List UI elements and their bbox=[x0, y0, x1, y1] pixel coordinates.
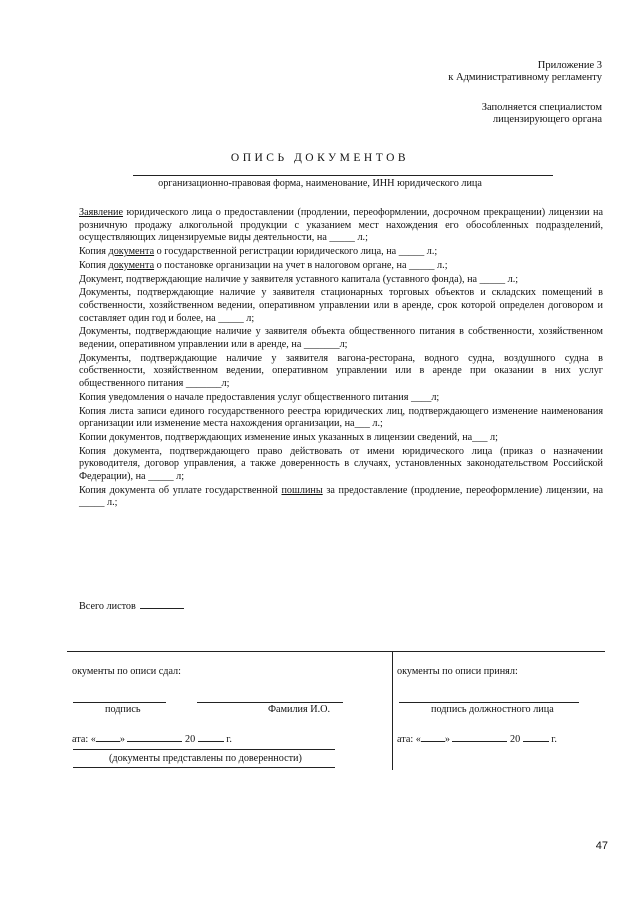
official-signature-caption: подпись должностного лица bbox=[431, 704, 554, 715]
submit-year-field[interactable] bbox=[198, 731, 224, 742]
handover-table bbox=[67, 651, 605, 771]
list-item: Документы, подтверждающие наличие у заявителя объекта общественного питания в собственности, хозяйственном ведении, оперативном управлении или в аренде, на _______л; bbox=[79, 326, 603, 351]
accept-date bbox=[397, 731, 557, 745]
submit-day-field[interactable] bbox=[96, 731, 120, 742]
item-text: юридического лица о предоставлении (продлении, переоформлении, досрочном прекращении) лицензии на розничную продажу алкогольной продукции с указанием мест нахождения его обособленных подразделений, осуществляющих лицензируемые виды деятельности, на _____ л.; bbox=[79, 207, 603, 244]
document-title: ОПИСЬ ДОКУМЕНТОВ bbox=[230, 152, 410, 164]
list-item: Копия уведомления о начале предоставления услуг общественного питания ____л; bbox=[79, 391, 440, 403]
fill-note bbox=[482, 102, 602, 126]
submitter-signature-line[interactable] bbox=[73, 702, 166, 703]
appendix-reference bbox=[448, 60, 602, 84]
org-name-field-line[interactable] bbox=[133, 175, 553, 176]
total-sheets-label: Всего листов bbox=[79, 601, 136, 612]
accept-month-field[interactable] bbox=[452, 731, 507, 742]
accept-day-field[interactable] bbox=[421, 731, 445, 742]
accepted-by-label: окументы по описи принял: bbox=[397, 666, 518, 677]
date-mid: » bbox=[119, 734, 125, 745]
name-caption: Фамилия И.О. bbox=[268, 704, 331, 715]
list-item: Копия документа, подтверждающего право действовать от имени юридического лица (приказ о назначении руководителя, договор управления, а также доверенность в случаях, установленных законодательством Российской Федерации), на _____ л; bbox=[79, 445, 603, 483]
year-suffix: г. bbox=[551, 734, 557, 745]
list-item bbox=[79, 246, 603, 259]
signature-caption: подпись bbox=[105, 704, 141, 715]
proxy-line[interactable] bbox=[73, 749, 335, 750]
fill-note-line-1: Заполняется специалистом bbox=[481, 102, 602, 113]
submitter-name-line[interactable] bbox=[197, 702, 343, 703]
submitted-by-label: окументы по описи сдал: bbox=[72, 666, 181, 677]
total-sheets-field[interactable] bbox=[140, 598, 184, 609]
item-text: о постановке организации на учет в налоговом органе, на _____ л.; bbox=[154, 259, 448, 271]
year-prefix: 20 bbox=[185, 734, 196, 745]
item-prefix: Копия bbox=[79, 246, 109, 258]
proxy-note: (документы представлены по доверенности) bbox=[109, 753, 302, 764]
date-mid: » bbox=[444, 734, 450, 745]
list-item bbox=[79, 207, 603, 245]
appendix-line-1: Приложение 3 bbox=[537, 60, 602, 71]
table-column-divider bbox=[392, 651, 393, 770]
item-prefix: Копия документа об уплате государственной bbox=[79, 484, 282, 496]
year-prefix: 20 bbox=[510, 734, 521, 745]
item-text: о государственной регистрации юридического лица, на _____ л.; bbox=[154, 246, 438, 258]
list-item: Документы, подтверждающие наличие у заявителя вагона-ресторана, водного судна, воздушного судна в собственности, хозяйственном ведении, оперативном управлении или в аренде при оказании в них услуг общественного питания _______л; bbox=[79, 352, 603, 390]
document-list bbox=[79, 207, 603, 511]
date-prefix: ата: « bbox=[397, 734, 421, 745]
item-underlined-word: документа bbox=[108, 259, 155, 271]
list-item bbox=[79, 485, 603, 510]
list-item: Документ, подтверждающие наличие у заявителя уставного капитала (уставного фонда), на _____ л.; bbox=[79, 273, 519, 285]
accept-year-field[interactable] bbox=[523, 731, 549, 742]
proxy-underline bbox=[73, 767, 335, 768]
appendix-line-2: к Административному регламенту bbox=[448, 72, 602, 83]
list-item: Копии документов, подтверждающих изменение иных указанных в лицензии сведений, на___ л; bbox=[79, 431, 498, 443]
item-underlined-word: пошлины bbox=[281, 484, 323, 496]
item-prefix: Копия bbox=[79, 259, 109, 271]
submit-date bbox=[72, 731, 232, 745]
submit-month-field[interactable] bbox=[127, 731, 182, 742]
item-underlined-word: документа bbox=[108, 246, 155, 258]
list-item bbox=[79, 260, 603, 273]
page-number: 47 bbox=[595, 840, 608, 852]
date-prefix: ата: « bbox=[72, 734, 96, 745]
official-signature-line[interactable] bbox=[399, 702, 579, 703]
org-name-caption: организационно-правовая форма, наименование, ИНН юридического лица bbox=[158, 178, 482, 189]
list-item: Документы, подтверждающие наличие у заявителя стационарных торговых объектов и складских помещений в собственности, хозяйственном ведении, оперативном управлении или в аренде, срок которой определен договором и составляет один год и более, на _____ л; bbox=[79, 287, 603, 324]
fill-note-line-2: лицензирующего органа bbox=[492, 114, 602, 125]
year-suffix: г. bbox=[226, 734, 232, 745]
item-text: за предоставление (продление, переоформление) лицензии, на _____ л.; bbox=[79, 484, 603, 509]
list-item: Копия листа записи единого государственного реестра юридических лиц, подтверждающего изменение наименования организации или изменение места нахождения организации, на___ л.; bbox=[79, 405, 603, 430]
total-sheets bbox=[79, 598, 184, 612]
item-underlined-word: Заявление bbox=[79, 207, 124, 218]
